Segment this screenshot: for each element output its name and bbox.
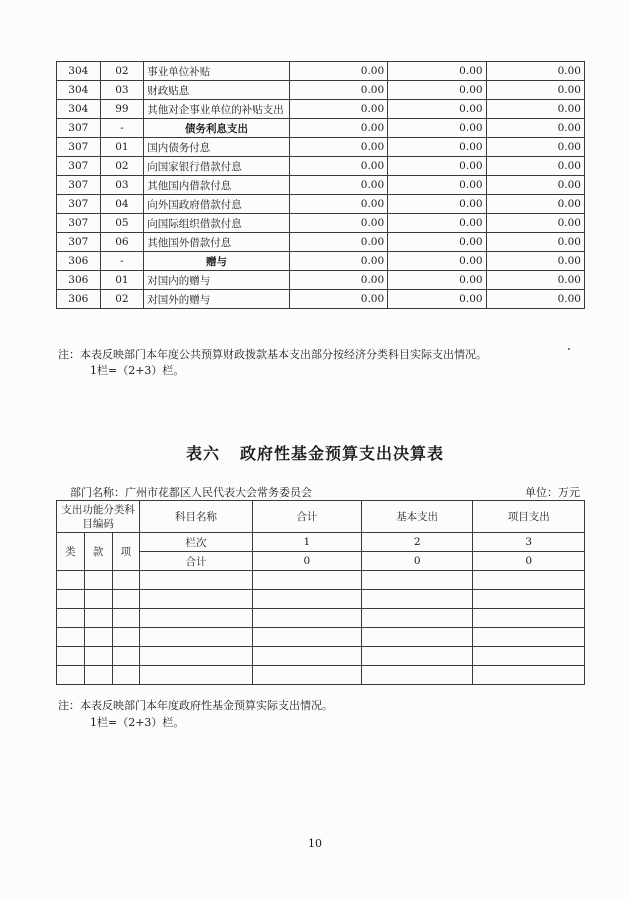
empty-cell bbox=[361, 590, 473, 609]
column-row-2: 2 bbox=[361, 533, 473, 552]
cell-project: 0.00 bbox=[486, 252, 584, 271]
cell-project: 0.00 bbox=[486, 195, 584, 214]
cell-subject-name: 赠与 bbox=[144, 252, 290, 271]
empty-cell bbox=[57, 628, 85, 647]
empty-cell bbox=[361, 571, 473, 590]
column-row-1: 1 bbox=[252, 533, 361, 552]
cell-basic: 0.00 bbox=[388, 214, 486, 233]
cell-total: 0.00 bbox=[289, 157, 387, 176]
empty-cell bbox=[252, 571, 361, 590]
empty-cell bbox=[473, 609, 585, 628]
header-subject-name: 科目名称 bbox=[140, 501, 252, 533]
cell-project: 0.00 bbox=[486, 176, 584, 195]
cell-class-code: 306 bbox=[57, 290, 101, 309]
table-row bbox=[57, 195, 585, 214]
cell-project: 0.00 bbox=[486, 233, 584, 252]
cell-subject-name: 向外国政府借款付息 bbox=[144, 195, 290, 214]
empty-cell bbox=[84, 647, 112, 666]
cell-basic: 0.00 bbox=[388, 252, 486, 271]
cell-total: 0.00 bbox=[289, 100, 387, 119]
cell-total: 0.00 bbox=[289, 214, 387, 233]
cell-item-code: - bbox=[100, 119, 144, 138]
sum-row-label: 合计 bbox=[140, 552, 252, 571]
cell-class-code: 307 bbox=[57, 157, 101, 176]
cell-item-code: 99 bbox=[100, 100, 144, 119]
note2-line2: 1栏=（2+3）栏。 bbox=[90, 716, 185, 729]
cell-item-code: 02 bbox=[100, 290, 144, 309]
cell-class-code: 306 bbox=[57, 252, 101, 271]
cell-item-code: 02 bbox=[100, 157, 144, 176]
cell-item-code: 02 bbox=[100, 62, 144, 81]
cell-class-code: 307 bbox=[57, 138, 101, 157]
empty-cell bbox=[112, 590, 140, 609]
cell-total: 0.00 bbox=[289, 271, 387, 290]
empty-cell bbox=[57, 590, 85, 609]
empty-cell bbox=[84, 571, 112, 590]
table-row bbox=[57, 62, 585, 81]
empty-cell bbox=[112, 647, 140, 666]
department-name: 部门名称：广州市花都区人民代表大会常务委员会 bbox=[70, 486, 312, 499]
cell-total: 0.00 bbox=[289, 252, 387, 271]
empty-cell bbox=[140, 571, 252, 590]
cell-total: 0.00 bbox=[289, 119, 387, 138]
column-row-label: 栏次 bbox=[140, 533, 252, 552]
cell-subject-name: 向国际组织借款付息 bbox=[144, 214, 290, 233]
empty-cell bbox=[473, 647, 585, 666]
empty-cell bbox=[252, 628, 361, 647]
cell-class-code: 306 bbox=[57, 271, 101, 290]
cell-project: 0.00 bbox=[486, 119, 584, 138]
cell-subject-name: 对国外的赠与 bbox=[144, 290, 290, 309]
table-row bbox=[57, 138, 585, 157]
cell-class-code: 307 bbox=[57, 195, 101, 214]
cell-class-code: 307 bbox=[57, 233, 101, 252]
cell-subject-name: 国内债务付息 bbox=[144, 138, 290, 157]
expense-table-body bbox=[57, 62, 585, 309]
cell-item-code: 01 bbox=[100, 138, 144, 157]
empty-cell bbox=[473, 571, 585, 590]
cell-project: 0.00 bbox=[486, 290, 584, 309]
cell-project: 0.00 bbox=[486, 62, 584, 81]
empty-cell bbox=[112, 666, 140, 685]
cell-class-code: 304 bbox=[57, 62, 101, 81]
cell-project: 0.00 bbox=[486, 138, 584, 157]
empty-cell bbox=[140, 628, 252, 647]
cell-item-code: 06 bbox=[100, 233, 144, 252]
empty-cell bbox=[252, 609, 361, 628]
table6-title-text: 政府性基金预算支出决算表 bbox=[240, 444, 445, 463]
cell-item-code: - bbox=[100, 252, 144, 271]
cell-item-code: 01 bbox=[100, 271, 144, 290]
sum-row-basic: 0 bbox=[361, 552, 473, 571]
table-row bbox=[57, 271, 585, 290]
cell-subject-name: 向国家银行借款付息 bbox=[144, 157, 290, 176]
header-project: 项目支出 bbox=[473, 501, 585, 533]
cell-subject-name: 对国内的赠与 bbox=[144, 271, 290, 290]
table-row bbox=[57, 157, 585, 176]
cell-project: 0.00 bbox=[486, 100, 584, 119]
cell-item-code: 03 bbox=[100, 81, 144, 100]
table-row bbox=[57, 252, 585, 271]
empty-cell bbox=[57, 609, 85, 628]
empty-cell bbox=[252, 647, 361, 666]
cell-basic: 0.00 bbox=[388, 157, 486, 176]
cell-basic: 0.00 bbox=[388, 119, 486, 138]
cell-subject-name: 其他国内借款付息 bbox=[144, 176, 290, 195]
cell-total: 0.00 bbox=[289, 195, 387, 214]
sum-row-total: 0 bbox=[252, 552, 361, 571]
cell-basic: 0.00 bbox=[388, 290, 486, 309]
cell-project: 0.00 bbox=[486, 214, 584, 233]
cell-total: 0.00 bbox=[289, 62, 387, 81]
header-basic: 基本支出 bbox=[361, 501, 473, 533]
table-row bbox=[57, 233, 585, 252]
cell-total: 0.00 bbox=[289, 233, 387, 252]
empty-cell bbox=[252, 590, 361, 609]
cell-basic: 0.00 bbox=[388, 195, 486, 214]
header-func-code: 支出功能分类科目编码 bbox=[57, 501, 140, 533]
empty-cell bbox=[84, 590, 112, 609]
table6-title bbox=[0, 441, 630, 464]
cell-basic: 0.00 bbox=[388, 271, 486, 290]
page-number: 10 bbox=[308, 837, 322, 850]
header-lei: 类 bbox=[57, 533, 85, 571]
empty-cell bbox=[57, 666, 85, 685]
cell-basic: 0.00 bbox=[388, 138, 486, 157]
cell-total: 0.00 bbox=[289, 176, 387, 195]
header-total: 合计 bbox=[252, 501, 361, 533]
cell-subject-name: 其他国外借款付息 bbox=[144, 233, 290, 252]
header-xiang: 项 bbox=[112, 533, 140, 571]
cell-basic: 0.00 bbox=[388, 62, 486, 81]
empty-rows bbox=[57, 571, 585, 685]
cell-total: 0.00 bbox=[289, 138, 387, 157]
empty-cell bbox=[57, 571, 85, 590]
fund-expense-table bbox=[56, 500, 585, 685]
cell-basic: 0.00 bbox=[388, 233, 486, 252]
cell-total: 0.00 bbox=[289, 290, 387, 309]
cell-total: 0.00 bbox=[289, 81, 387, 100]
empty-row bbox=[57, 609, 585, 628]
table6-title-number: 表六 bbox=[185, 444, 220, 463]
empty-row bbox=[57, 647, 585, 666]
empty-cell bbox=[361, 609, 473, 628]
cell-class-code: 307 bbox=[57, 214, 101, 233]
header-kuan: 款 bbox=[84, 533, 112, 571]
column-row-3: 3 bbox=[473, 533, 585, 552]
empty-cell bbox=[361, 647, 473, 666]
cell-project: 0.00 bbox=[486, 81, 584, 100]
table-row bbox=[57, 290, 585, 309]
cell-class-code: 304 bbox=[57, 100, 101, 119]
cell-subject-name: 财政贴息 bbox=[144, 81, 290, 100]
note2-line1: 注：本表反映部门本年度政府性基金预算实际支出情况。 bbox=[58, 699, 333, 712]
cell-basic: 0.00 bbox=[388, 176, 486, 195]
empty-cell bbox=[112, 571, 140, 590]
cell-class-code: 304 bbox=[57, 81, 101, 100]
cell-item-code: 03 bbox=[100, 176, 144, 195]
cell-subject-name: 债务利息支出 bbox=[144, 119, 290, 138]
sum-row-project: 0 bbox=[473, 552, 585, 571]
cell-class-code: 307 bbox=[57, 176, 101, 195]
cell-item-code: 05 bbox=[100, 214, 144, 233]
empty-row bbox=[57, 628, 585, 647]
empty-cell bbox=[140, 590, 252, 609]
empty-cell bbox=[140, 609, 252, 628]
cell-item-code: 04 bbox=[100, 195, 144, 214]
cell-subject-name: 事业单位补贴 bbox=[144, 62, 290, 81]
empty-cell bbox=[84, 609, 112, 628]
empty-cell bbox=[473, 666, 585, 685]
empty-cell bbox=[473, 628, 585, 647]
cell-subject-name: 其他对企事业单位的补贴支出 bbox=[144, 100, 290, 119]
note1-line2: 1栏=（2+3）栏。 bbox=[90, 364, 185, 377]
unit-label: 单位：万元 bbox=[525, 486, 580, 499]
empty-cell bbox=[84, 628, 112, 647]
empty-cell bbox=[473, 590, 585, 609]
cell-class-code: 307 bbox=[57, 119, 101, 138]
empty-row bbox=[57, 590, 585, 609]
empty-row bbox=[57, 666, 585, 685]
cell-project: 0.00 bbox=[486, 271, 584, 290]
cell-basic: 0.00 bbox=[388, 81, 486, 100]
note1-line1: 注：本表反映部门本年度公共预算财政拨款基本支出部分按经济分类科目实际支出情况。 bbox=[58, 348, 487, 361]
table-row bbox=[57, 81, 585, 100]
cell-project: 0.00 bbox=[486, 157, 584, 176]
table-row bbox=[57, 100, 585, 119]
empty-row bbox=[57, 571, 585, 590]
table-row bbox=[57, 176, 585, 195]
empty-cell bbox=[361, 666, 473, 685]
empty-cell bbox=[84, 666, 112, 685]
empty-cell bbox=[140, 647, 252, 666]
table-row bbox=[57, 214, 585, 233]
table-row bbox=[57, 119, 585, 138]
cell-basic: 0.00 bbox=[388, 100, 486, 119]
empty-cell bbox=[361, 628, 473, 647]
empty-cell bbox=[252, 666, 361, 685]
empty-cell bbox=[57, 647, 85, 666]
empty-cell bbox=[112, 628, 140, 647]
empty-cell bbox=[140, 666, 252, 685]
empty-cell bbox=[112, 609, 140, 628]
scan-speck bbox=[568, 348, 570, 350]
expense-table-continued bbox=[56, 61, 585, 309]
